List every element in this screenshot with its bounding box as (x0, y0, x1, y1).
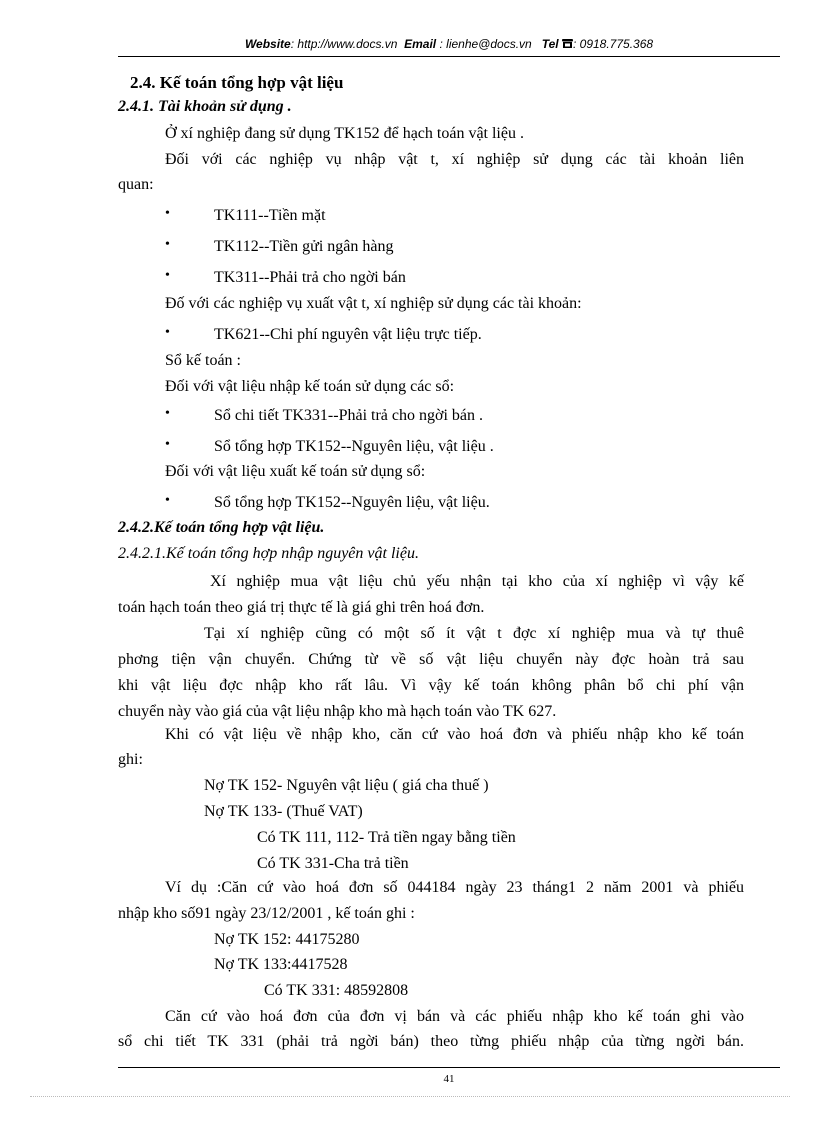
bullet-icon: • (165, 268, 170, 283)
paragraph-line: khi vật liệu đợc nhập kho rất lâu. Vì vậy kế toán không phân bổ chi phí vận (118, 677, 744, 694)
paragraph-line: Đối với vật liệu xuất kế toán sử dụng sổ: (165, 463, 426, 480)
section-heading-2-4: 2.4. Kế toán tổng hợp vật liệu (130, 73, 344, 92)
tel-label: Tel (541, 37, 559, 51)
bullet-icon: • (165, 237, 170, 252)
paragraph-line: Sổ kế toán : (165, 352, 241, 369)
list-item: TK621--Chi phí nguyên vật liệu trực tiếp. (214, 326, 482, 343)
subsection-heading-2-4-1: 2.4.1. Tài khoản sử dụng . (118, 98, 292, 115)
header-rule (118, 56, 780, 57)
paragraph-line: Tại xí nghiệp cũng có một số ít vật t đợc xí nghiệp mua và tự thuê (204, 625, 744, 642)
bullet-icon: • (165, 325, 170, 340)
paragraph-line: nhập kho số91 ngày 23/12/2001 , kế toán ghi : (118, 905, 415, 922)
subsection-heading-2-4-2-1: 2.4.2.1.Kế toán tổng hợp nhập nguyên vật liệu. (118, 545, 419, 562)
paragraph-line: Căn cứ vào hoá đơn của đơn vị bán và các phiếu nhập kho kế toán ghi vào (165, 1008, 744, 1025)
list-item: Sổ chi tiết TK331--Phải trả cho ngời bán . (214, 407, 484, 424)
paragraph-line: quan: (118, 176, 154, 193)
page-number: 41 (443, 1073, 455, 1085)
subsection-heading-2-4-2: 2.4.2.Kế toán tổng hợp vật liệu. (118, 519, 325, 536)
paragraph-line: Đối với các nghiệp vụ nhập vật t, xí nghiệp sử dụng các tài khoản liên (165, 151, 744, 168)
website-value: : http://www.docs.vn (290, 37, 398, 51)
journal-entry-debit: Nợ TK 133- (Thuế VAT) (204, 803, 363, 820)
email-value: : lienhe@docs.vn (439, 37, 532, 51)
list-item: TK111--Tiền mặt (214, 207, 326, 224)
paragraph-line: ghi: (118, 751, 143, 768)
footer-rule (118, 1067, 780, 1068)
page-header (118, 37, 780, 52)
list-item: TK311--Phải trả cho ngời bán (214, 269, 406, 286)
example-entry-debit: Nợ TK 152: 44175280 (214, 931, 360, 948)
tel-value: : 0918.775.368 (572, 37, 654, 51)
paragraph-line: Đố với các nghiệp vụ xuất vật t, xí nghiệp sử dụng các tài khoản: (165, 295, 582, 312)
bullet-icon: • (165, 206, 170, 221)
paragraph-line: Ở xí nghiệp đang sử dụng TK152 để hạch toán vật liệu . (165, 125, 524, 142)
journal-entry-debit: Nợ TK 152- Nguyên vật liệu ( giá cha thuế ) (204, 777, 489, 794)
email-label: Email (404, 37, 437, 51)
paragraph-line: Khi có vật liệu về nhập kho, căn cứ vào hoá đơn và phiếu nhập kho kế toán (165, 726, 744, 743)
bullet-icon: • (165, 493, 170, 508)
list-item: TK112--Tiền gửi ngân hàng (214, 238, 394, 255)
website-label: Website (244, 37, 291, 51)
paragraph-line: toán hạch toán theo giá trị thực tế là giá ghi trên hoá đơn. (118, 599, 485, 616)
paragraph-line: chuyển này vào giá của vật liệu nhập kho mà hạch toán vào TK 627. (118, 703, 557, 720)
paragraph-line: Ví dụ :Căn cứ vào hoá đơn số 044184 ngày 23 tháng1 2 năm 2001 và phiếu (165, 879, 744, 896)
bullet-icon: • (165, 437, 170, 452)
journal-entry-credit: Có TK 331-Cha trả tiền (257, 855, 409, 872)
paragraph-line: Đối với vật liệu nhập kế toán sử dụng các sổ: (165, 378, 455, 395)
paragraph-line: phơng tiện vận chuyển. Chứng từ về số vật liệu chuyển này đợc hoàn trả sau (118, 651, 744, 668)
bullet-icon: • (165, 406, 170, 421)
paragraph-line: Xí nghiệp mua vật liệu chủ yếu nhận tại kho của xí nghiệp vì vậy kế (210, 573, 744, 590)
list-item: Sổ tổng hợp TK152--Nguyên liệu, vật liệu . (214, 438, 494, 455)
phone-icon (562, 38, 573, 52)
paragraph-line: sổ chi tiết TK 331 (phải trả ngời bán) theo từng phiếu nhập của từng ngời bán. (118, 1033, 744, 1050)
list-item: Sổ tổng hợp TK152--Nguyên liệu, vật liệu. (214, 494, 490, 511)
page-bottom-dotted-border (30, 1096, 790, 1097)
example-entry-debit: Nợ TK 133:4417528 (214, 956, 348, 973)
example-entry-credit: Có TK 331: 48592808 (264, 982, 409, 999)
journal-entry-credit: Có TK 111, 112- Trả tiền ngay bằng tiền (257, 829, 516, 846)
